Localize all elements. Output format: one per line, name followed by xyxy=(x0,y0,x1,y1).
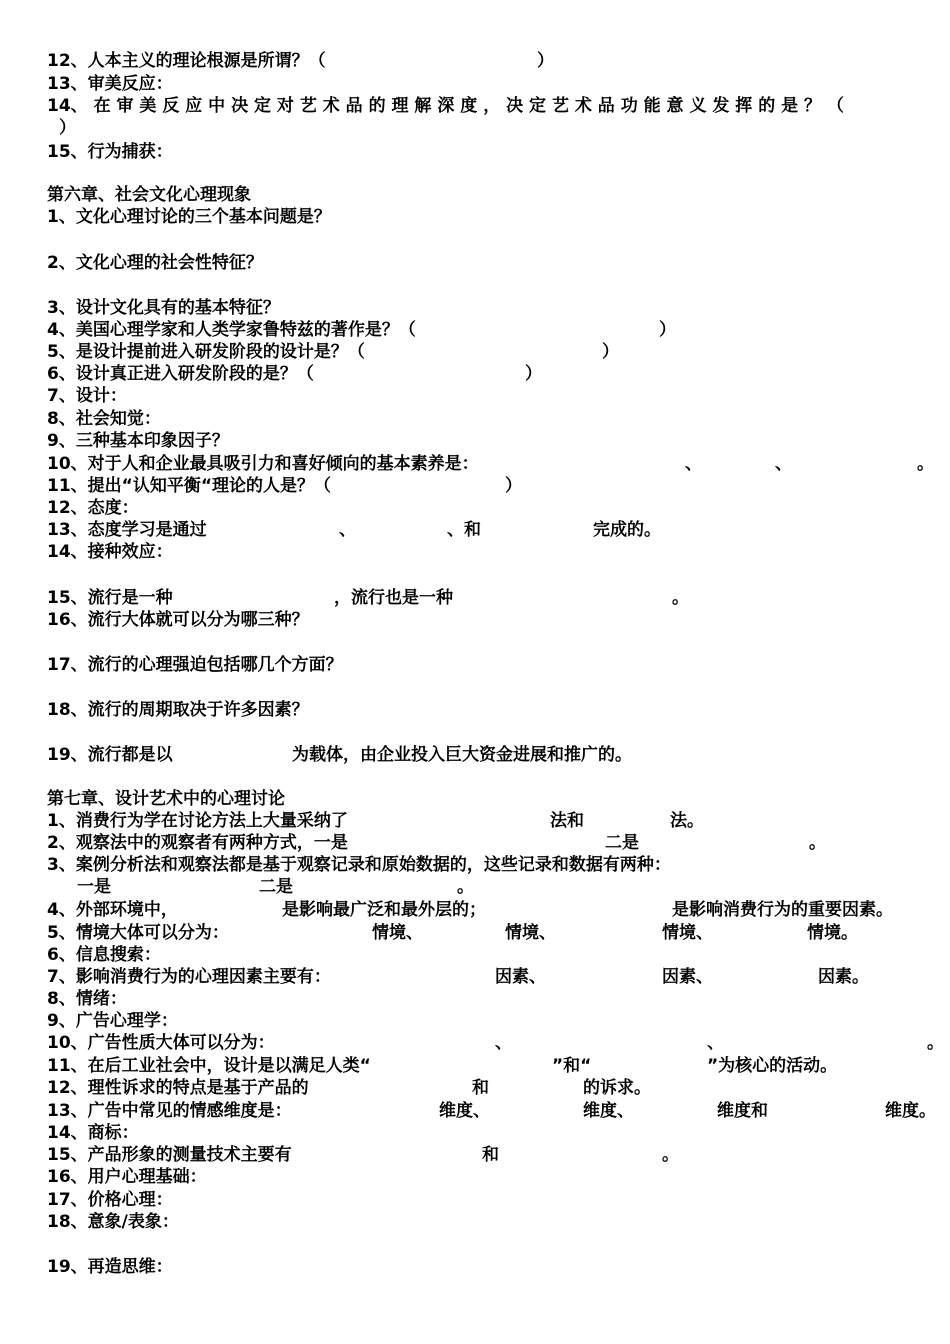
question-text: 因素、 xyxy=(662,967,713,987)
question-text: 6、信息搜索： xyxy=(47,945,161,965)
question-text: 维度、 xyxy=(439,1101,490,1121)
question-text: ） xyxy=(59,118,76,138)
question-text: 15、行为捕获： xyxy=(47,142,173,162)
question-text: 维度和 xyxy=(717,1101,768,1121)
question-text: 6、设计真正进入研发阶段的是？（ xyxy=(47,364,314,384)
question-text: 5、是设计提前进入研发阶段的设计是？（ xyxy=(47,342,365,362)
question-text: 13、广告中常见的情感维度是： xyxy=(47,1101,292,1121)
question-text: 。 xyxy=(917,454,934,474)
question-text: 1、文化心理讨论的三个基本问题是？ xyxy=(47,207,331,227)
question-text: 2、观察法中的观察者有两种方式，一是 xyxy=(47,833,348,853)
question-text: 9、广告心理学： xyxy=(47,1011,178,1031)
question-text: ”为核心的活动。 xyxy=(707,1056,838,1076)
question-text: 8、社会知觉： xyxy=(47,409,161,429)
question-text: 。 xyxy=(662,1145,679,1165)
question-text: 、 xyxy=(339,520,356,540)
question-text: 7、影响消费行为的心理因素主要有： xyxy=(47,967,331,987)
question-text: 19、流行都是以 xyxy=(47,745,173,765)
question-text: 为载体，由企业投入巨大资金进展和推广的。 xyxy=(292,745,632,765)
question-text: 、和 xyxy=(447,520,481,540)
heading-text: 第七章、设计艺术中的心理讨论 xyxy=(47,789,285,809)
question-text: 11、在后工业社会中，设计是以满足人类“ xyxy=(47,1056,371,1076)
question-text: ） xyxy=(525,364,542,384)
question-text: 15、流行是一种 xyxy=(47,588,173,608)
question-text: 法和 xyxy=(550,811,584,831)
question-text: ） xyxy=(505,476,522,496)
question-text: 2、文化心理的社会性特征？ xyxy=(47,253,263,273)
question-text: 、 xyxy=(495,1033,512,1053)
question-text: 维度。 xyxy=(885,1101,936,1121)
question-text: 、 xyxy=(775,454,792,474)
question-text: 7、设计： xyxy=(47,386,127,406)
question-text: 16、流行大体就可以分为哪三种？ xyxy=(47,610,309,630)
question-text: ） xyxy=(602,342,619,362)
question-text: 14、 在 审 美 反 应 中 决 定 对 艺 术 品 的 理 解 深 度 ， 决 定 艺 术 品 功 能 意 义 发 挥 的 是 ？ （ xyxy=(47,96,844,116)
question-text: 。 xyxy=(457,877,474,897)
question-text: 3、设计文化具有的基本特征？ xyxy=(47,298,280,318)
question-text: 4、外部环境中， xyxy=(47,900,178,920)
question-text: 因素。 xyxy=(818,967,869,987)
question-text: 14、商标： xyxy=(47,1123,139,1143)
question-text: 是影响消费行为的重要因素。 xyxy=(672,900,893,920)
question-text: ） xyxy=(659,320,676,340)
question-text: 和 xyxy=(482,1145,499,1165)
question-text: 因素、 xyxy=(495,967,546,987)
question-text: 15、产品形象的测量技术主要有 xyxy=(47,1145,292,1165)
question-text: 二是 xyxy=(605,833,639,853)
question-text: 4、美国心理学家和人类学家鲁特兹的著作是？（ xyxy=(47,320,416,340)
question-text: 法。 xyxy=(670,811,704,831)
question-text: 18、流行的周期取决于许多因素？ xyxy=(47,700,309,720)
question-text: 情境、 xyxy=(505,923,556,943)
question-text: 13、审美反应： xyxy=(47,74,173,94)
question-text: 12、理性诉求的特点是基于产品的 xyxy=(47,1078,309,1098)
question-text: ） xyxy=(537,51,554,71)
question-text: 1、消费行为学在讨论方法上大量采纳了 xyxy=(47,811,348,831)
question-text: 17、流行的心理强迫包括哪几个方面？ xyxy=(47,655,343,675)
question-text: 。 xyxy=(927,1033,944,1053)
question-text: 18、意象/表象： xyxy=(47,1212,179,1232)
question-text: 维度、 xyxy=(583,1101,634,1121)
question-text: ，流行也是一种 xyxy=(334,588,453,608)
heading-text: 第六章、社会文化心理现象 xyxy=(47,185,251,205)
question-text: 12、态度： xyxy=(47,498,139,518)
question-text: 19、再造思维： xyxy=(47,1257,173,1277)
question-text: 。 xyxy=(809,833,826,853)
question-text: 10、广告性质大体可以分为： xyxy=(47,1033,275,1053)
question-text: 情境、 xyxy=(662,923,713,943)
question-text: 11、提出“认知平衡“理论的人是？（ xyxy=(47,476,332,496)
question-text: 和 xyxy=(472,1078,489,1098)
question-text: 二是 xyxy=(259,877,293,897)
question-text: 10、对于人和企业最具吸引力和喜好倾向的基本素养是： xyxy=(47,454,479,474)
question-text: 一是 xyxy=(77,877,111,897)
question-text: 是影响最广泛和最外层的； xyxy=(282,900,486,920)
question-text: 12、人本主义的理论根源是所谓？（ xyxy=(47,51,326,71)
question-text: 8、情绪： xyxy=(47,989,127,1009)
question-text: 3、案例分析法和观察法都是基于观察记录和原始数据的，这些记录和数据有两种： xyxy=(47,855,671,875)
question-text: 13、态度学习是通过 xyxy=(47,520,207,540)
question-text: 14、接种效应： xyxy=(47,542,173,562)
question-text: 17、价格心理： xyxy=(47,1190,173,1210)
question-text: 。 xyxy=(672,588,689,608)
question-text: 16、用户心理基础： xyxy=(47,1167,207,1187)
question-text: 、 xyxy=(685,454,702,474)
question-text: 9、三种基本印象因子？ xyxy=(47,431,229,451)
question-text: 、 xyxy=(707,1033,724,1053)
question-text: 情境。 xyxy=(807,923,858,943)
question-text: 完成的。 xyxy=(593,520,661,540)
question-text: 的诉求。 xyxy=(583,1078,651,1098)
question-text: 情境、 xyxy=(372,923,423,943)
question-text: ”和“ xyxy=(552,1056,592,1076)
question-text: 5、情境大体可以分为： xyxy=(47,923,229,943)
